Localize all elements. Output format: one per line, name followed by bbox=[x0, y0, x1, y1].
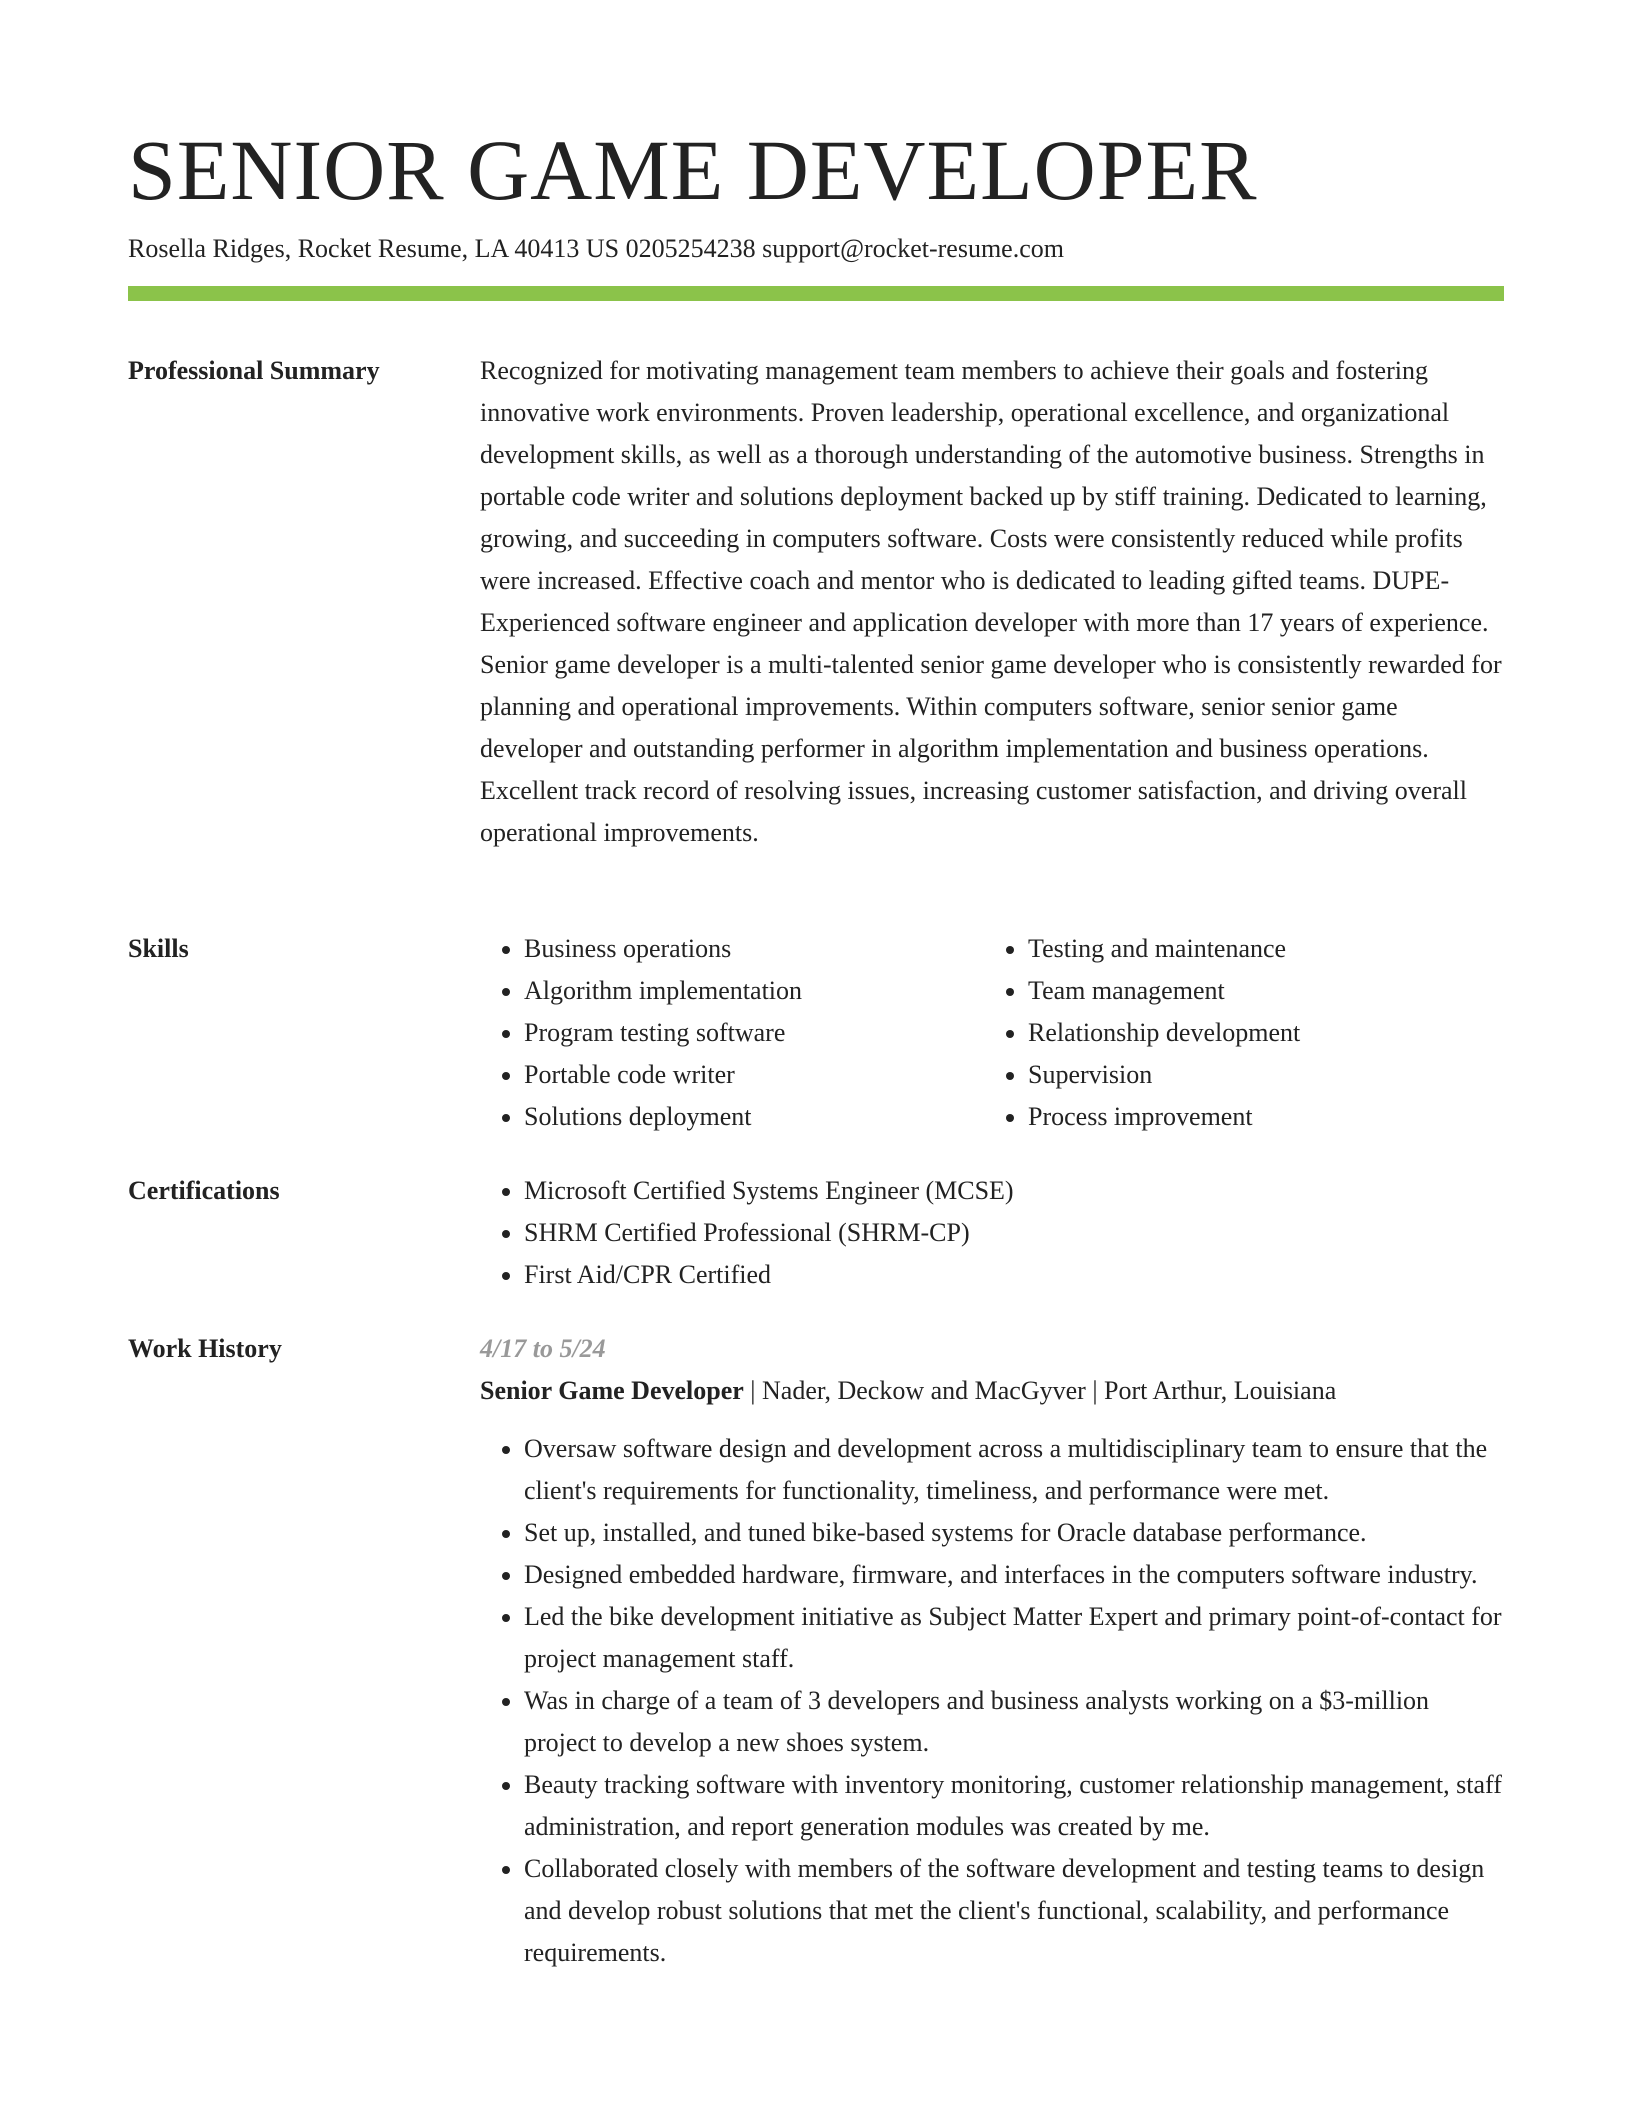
certification-item: • SHRM Certified Professional (SHRM-CP) bbox=[524, 1212, 1504, 1254]
skill-item: • Testing and maintenance bbox=[1028, 928, 1488, 970]
skill-item: • Business operations bbox=[524, 928, 984, 970]
job-employer-location: | Nader, Deckow and MacGyver | Port Arthur, Louisiana bbox=[743, 1376, 1337, 1405]
accent-rule bbox=[128, 286, 1504, 301]
section-body bbox=[480, 1170, 1504, 1296]
job-bullet: • Set up, installed, and tuned bike-based systems for Oracle database performance. bbox=[524, 1512, 1504, 1554]
job-bullet: • Led the bike development initiative as Subject Matter Expert and primary point-of-contact for project management staff. bbox=[524, 1596, 1504, 1680]
skill-item: • Solutions deployment bbox=[524, 1096, 984, 1138]
job-bullet: • Beauty tracking software with inventory monitoring, customer relationship management, staff administration, and report generation modules was created by me. bbox=[524, 1764, 1504, 1848]
section-label: Certifications bbox=[128, 1176, 280, 1205]
job-bullet: • Collaborated closely with members of the software development and testing teams to design and develop robust solutions that met the client's functional, scalability, and performance requirements. bbox=[524, 1848, 1504, 1974]
section-label: Work History bbox=[128, 1334, 282, 1363]
skills-grid bbox=[480, 928, 1504, 1138]
job-heading bbox=[480, 1370, 1504, 1412]
job-bullet: • Was in charge of a team of 3 developers and business analysts working on a $3-million project to develop a new shoes system. bbox=[524, 1680, 1504, 1764]
skills-list-right bbox=[984, 928, 1488, 1138]
resume-title: SENIOR GAME DEVELOPER bbox=[128, 122, 1258, 218]
certification-item: • First Aid/CPR Certified bbox=[524, 1254, 1504, 1296]
summary-text: Recognized for motivating management team members to achieve their goals and fostering innovative work environments. Proven leadership, operational excellence, and organizational development skills, as well as a thorough understanding of the automotive business. Strengths in portable code writer and solutions deployment backed up by stiff training. Dedicated to learning, growing, and succeeding in computers software. Costs were consistently reduced while profits were increased. Effective coach and mentor who is dedicated to leading gifted teams. DUPE- Experienced software engineer and application developer with more than 17 years of experience. Senior game developer is a multi-talented senior game developer who is consistently rewarded for planning and operational improvements. Within computers software, senior senior game developer and outstanding performer in algorithm implementation and business operations. Excellent track record of resolving issues, increasing customer satisfaction, and driving overall operational improvements. bbox=[480, 356, 1502, 847]
skill-item: • Algorithm implementation bbox=[524, 970, 984, 1012]
job-bullet: • Designed embedded hardware, firmware, and interfaces in the computers software industry. bbox=[524, 1554, 1504, 1596]
section-body bbox=[480, 350, 1504, 854]
skill-item: • Relationship development bbox=[1028, 1012, 1488, 1054]
skill-item: • Portable code writer bbox=[524, 1054, 984, 1096]
skill-item: • Supervision bbox=[1028, 1054, 1488, 1096]
job-date-range: 4/17 to 5/24 bbox=[480, 1334, 606, 1363]
skill-item: • Program testing software bbox=[524, 1012, 984, 1054]
skills-list-left bbox=[480, 928, 984, 1138]
job-bullets bbox=[480, 1428, 1504, 1974]
section-body bbox=[480, 1328, 1504, 1974]
contact-line: Rosella Ridges, Rocket Resume, LA 40413 US 0205254238 support@rocket-resume.com bbox=[128, 234, 1064, 263]
skill-item: • Process improvement bbox=[1028, 1096, 1488, 1138]
section-label: Skills bbox=[128, 934, 189, 963]
certification-item: • Microsoft Certified Systems Engineer (MCSE) bbox=[524, 1170, 1504, 1212]
job-bullet: • Oversaw software design and development across a multidisciplinary team to ensure that the client's requirements for functionality, timeliness, and performance were met. bbox=[524, 1428, 1504, 1512]
certifications-list bbox=[480, 1170, 1504, 1296]
skill-item: • Team management bbox=[1028, 970, 1488, 1012]
section-label: Professional Summary bbox=[128, 356, 380, 385]
job-title: Senior Game Developer bbox=[480, 1376, 744, 1405]
